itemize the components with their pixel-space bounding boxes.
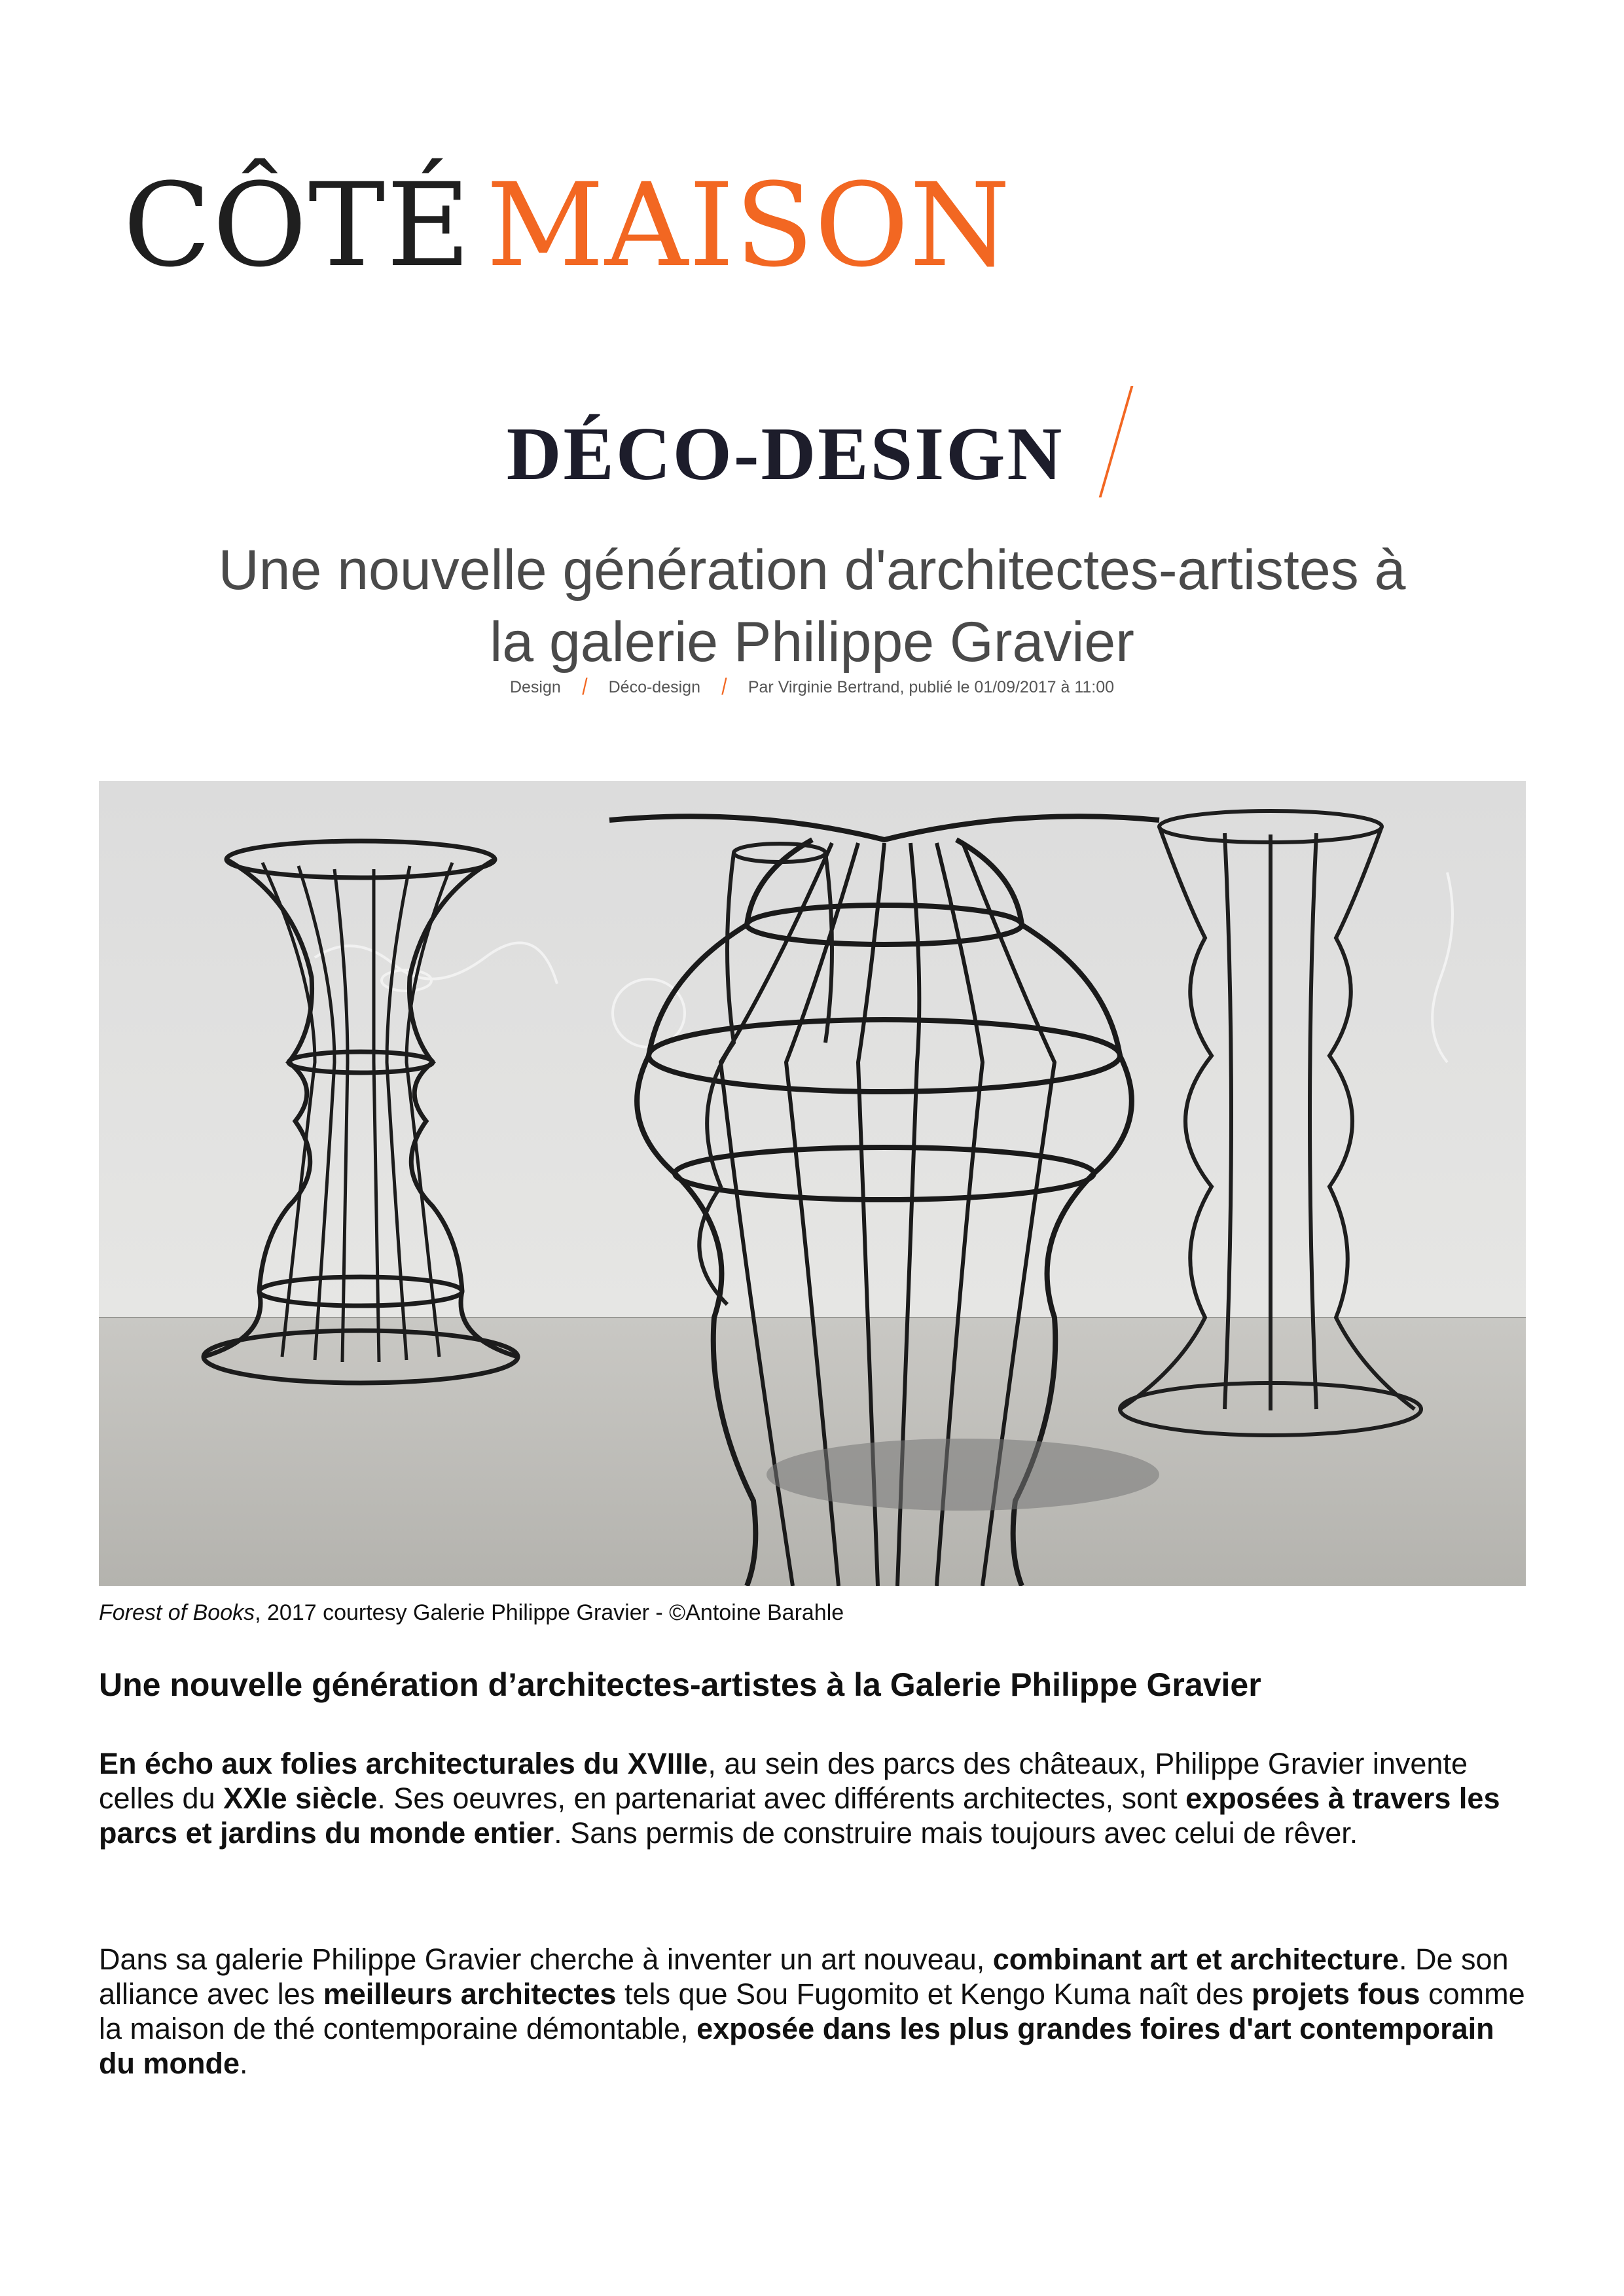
section-title: DÉCO-DESIGN: [506, 412, 1064, 496]
section-slash-decoration: [1099, 386, 1134, 497]
text-run: exposées à travers les parcs et jardins du monde entier: [99, 1782, 1500, 1850]
photo-caption: [99, 1600, 844, 1626]
text-run: . Ses oeuvres, en partenariat avec différents architectes, sont: [377, 1782, 1186, 1815]
breadcrumb-separator: /: [721, 674, 727, 700]
photo-credit: , 2017 courtesy Galerie Philippe Gravier - ©Antoine Barahle: [255, 1600, 844, 1625]
text-run: meilleurs architectes: [323, 1977, 617, 2011]
text-run: Dans sa galerie Philippe Gravier cherche à inventer un art nouveau,: [99, 1943, 993, 1976]
text-run: En écho aux folies architecturales du XVIIIe: [99, 1747, 708, 1780]
article-photo: [99, 781, 1526, 1586]
article-paragraph-2: [99, 1942, 1526, 2081]
logo-word-maison: MAISON: [486, 158, 1011, 293]
text-run: , au sein des parcs des châteaux, Philippe Gravier invente celles du: [99, 1747, 1468, 1815]
breadcrumb: [0, 674, 1624, 700]
headline-line-1: Une nouvelle génération d'architectes-artistes à: [218, 539, 1406, 601]
headline-line-2: la galerie Philippe Gravier: [490, 611, 1134, 673]
wire-sculpture-illustration: [99, 781, 1526, 1586]
article-headline: [0, 534, 1624, 678]
text-run: comme la maison de thé contemporaine démontable,: [99, 1977, 1525, 2045]
text-run: . Sans permis de construire mais toujours avec celui de rêver.: [554, 1816, 1358, 1850]
text-run: XXIe siècle: [223, 1782, 378, 1815]
breadcrumb-link-design[interactable]: Design: [509, 678, 561, 696]
logo-word-cote: CÔTÉ: [123, 158, 472, 293]
text-run: tels que Sou Fugomito et Kengo Kuma naît des: [616, 1977, 1252, 2011]
text-run: exposée dans les plus grandes foires d'art contemporain du monde: [99, 2012, 1494, 2080]
text-run: . De son alliance avec les: [99, 1943, 1509, 2011]
article-paragraph-1: [99, 1746, 1526, 1850]
article-byline: Par Virginie Bertrand, publié le 01/09/2017 à 11:00: [748, 678, 1115, 696]
breadcrumb-separator: /: [582, 674, 588, 700]
section-header: [0, 411, 1624, 498]
breadcrumb-link-deco-design[interactable]: Déco-design: [608, 678, 700, 696]
text-run: projets fous: [1252, 1977, 1420, 2011]
artwork-title: Forest of Books: [99, 1600, 255, 1625]
article-subheading: Une nouvelle génération d’architectes-artistes à la Galerie Philippe Gravier: [99, 1666, 1261, 1703]
text-run: combinant art et architecture: [992, 1943, 1399, 1976]
magazine-logo[interactable]: [123, 158, 1011, 293]
text-run: .: [239, 2047, 248, 2080]
